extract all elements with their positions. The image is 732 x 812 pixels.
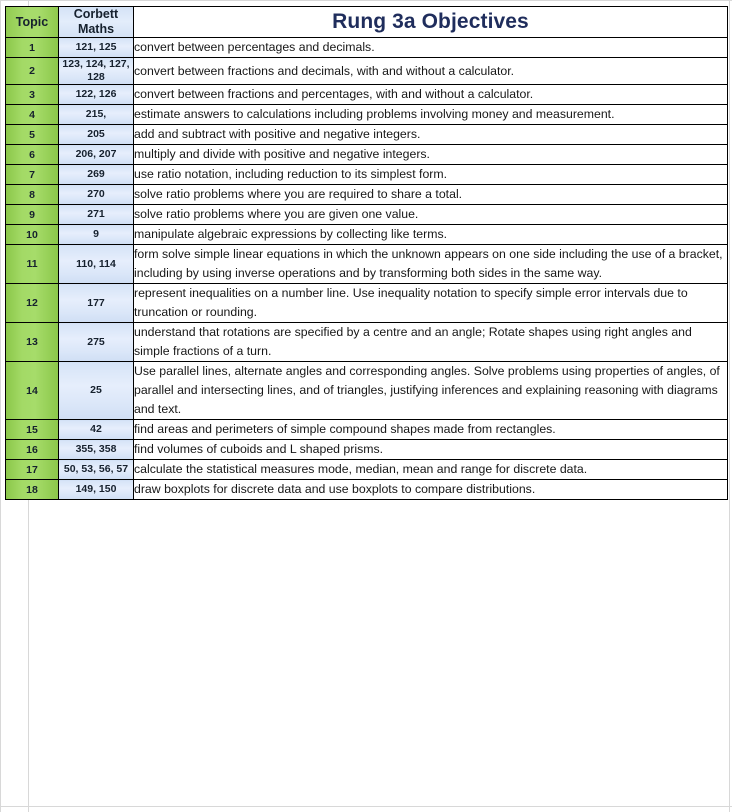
topic-number-cell: 17: [6, 460, 59, 480]
topic-number-cell: 18: [6, 480, 59, 500]
corbett-maths-reference-cell: 42: [59, 420, 134, 440]
table-body: [6, 7, 728, 500]
table-row: [6, 105, 728, 125]
grid-line-vertical: [729, 0, 730, 812]
table-row: [6, 440, 728, 460]
objective-description-cell: Use parallel lines, alternate angles and corresponding angles. Solve problems using properties of angles, of parallel and intersecting lines, and of triangles, justifying inferences and explaining reasoning with diagrams and text.: [134, 362, 728, 420]
topic-number-cell: 14: [6, 362, 59, 420]
corbett-maths-reference-cell: 121, 125: [59, 38, 134, 58]
corbett-maths-reference-cell: 177: [59, 284, 134, 323]
table-row: [6, 225, 728, 245]
column-header-corbett-line2: Maths: [77, 22, 115, 36]
corbett-maths-reference-cell: 149, 150: [59, 480, 134, 500]
objective-description-cell: manipulate algebraic expressions by collecting like terms.: [134, 225, 728, 245]
topic-number-cell: 3: [6, 85, 59, 105]
objective-description-cell: multiply and divide with positive and negative integers.: [134, 145, 728, 165]
table-row: [6, 85, 728, 105]
objective-description-cell: convert between fractions and percentages, with and without a calculator.: [134, 85, 728, 105]
grid-line-horizontal: [0, 806, 732, 807]
table-row: [6, 323, 728, 362]
topic-number-cell: 5: [6, 125, 59, 145]
topic-number-cell: 8: [6, 185, 59, 205]
table-row: [6, 460, 728, 480]
objective-description-cell: convert between percentages and decimals.: [134, 38, 728, 58]
topic-number-cell: 16: [6, 440, 59, 460]
corbett-maths-reference-cell: 50, 53, 56, 57: [59, 460, 134, 480]
topic-number-cell: 1: [6, 38, 59, 58]
objective-description-cell: solve ratio problems where you are given one value.: [134, 205, 728, 225]
topic-number-cell: 4: [6, 105, 59, 125]
corbett-maths-reference-cell: 122, 126: [59, 85, 134, 105]
topic-number-cell: 13: [6, 323, 59, 362]
corbett-maths-reference-cell: 355, 358: [59, 440, 134, 460]
table-row: [6, 185, 728, 205]
topic-number-cell: 10: [6, 225, 59, 245]
table-row: [6, 165, 728, 185]
objective-description-cell: solve ratio problems where you are required to share a total.: [134, 185, 728, 205]
corbett-maths-reference-cell: 275: [59, 323, 134, 362]
table-row: [6, 480, 728, 500]
corbett-maths-reference-cell: 271: [59, 205, 134, 225]
topic-number-cell: 9: [6, 205, 59, 225]
page-title: Rung 3a Objectives: [134, 7, 728, 38]
table-row: [6, 284, 728, 323]
grid-line-horizontal: [0, 0, 732, 1]
corbett-maths-reference-cell: 205: [59, 125, 134, 145]
objective-description-cell: represent inequalities on a number line. Use inequality notation to specify simple error intervals due to truncation or rounding.: [134, 284, 728, 323]
topic-number-cell: 6: [6, 145, 59, 165]
corbett-maths-reference-cell: 110, 114: [59, 245, 134, 284]
topic-number-cell: 2: [6, 58, 59, 85]
corbett-maths-reference-cell: 206, 207: [59, 145, 134, 165]
corbett-maths-reference-cell: 25: [59, 362, 134, 420]
table-row: [6, 125, 728, 145]
objective-description-cell: estimate answers to calculations including problems involving money and measurement.: [134, 105, 728, 125]
objectives-table: [5, 6, 728, 500]
objective-description-cell: find areas and perimeters of simple compound shapes made from rectangles.: [134, 420, 728, 440]
table-header-row: [6, 7, 728, 38]
corbett-maths-reference-cell: 9: [59, 225, 134, 245]
objective-description-cell: form solve simple linear equations in which the unknown appears on one side including the use of a bracket, including by using inverse operations and by transforming both sides in the same way.: [134, 245, 728, 284]
objectives-table-container: [5, 6, 727, 500]
corbett-maths-reference-cell: 270: [59, 185, 134, 205]
objective-description-cell: calculate the statistical measures mode, median, mean and range for discrete data.: [134, 460, 728, 480]
corbett-maths-reference-cell: 269: [59, 165, 134, 185]
objective-description-cell: add and subtract with positive and negative integers.: [134, 125, 728, 145]
column-header-corbett-line1: Corbett: [73, 7, 119, 21]
topic-number-cell: 15: [6, 420, 59, 440]
topic-number-cell: 12: [6, 284, 59, 323]
topic-number-cell: 7: [6, 165, 59, 185]
column-header-corbett-maths: [59, 7, 134, 38]
table-row: [6, 420, 728, 440]
table-row: [6, 38, 728, 58]
objective-description-cell: use ratio notation, including reduction to its simplest form.: [134, 165, 728, 185]
table-row: [6, 245, 728, 284]
topic-number-cell: 11: [6, 245, 59, 284]
table-row: [6, 145, 728, 165]
objective-description-cell: find volumes of cuboids and L shaped prisms.: [134, 440, 728, 460]
objective-description-cell: convert between fractions and decimals, with and without a calculator.: [134, 58, 728, 85]
corbett-maths-reference-cell: 215,: [59, 105, 134, 125]
grid-line-vertical: [0, 0, 1, 812]
table-row: [6, 362, 728, 420]
objective-description-cell: draw boxplots for discrete data and use boxplots to compare distributions.: [134, 480, 728, 500]
table-row: [6, 205, 728, 225]
objective-description-cell: understand that rotations are specified by a centre and an angle; Rotate shapes using right angles and simple fractions of a turn.: [134, 323, 728, 362]
column-header-topic: Topic: [6, 7, 59, 38]
corbett-maths-reference-cell: 123, 124, 127, 128: [59, 58, 134, 85]
table-row: [6, 58, 728, 85]
